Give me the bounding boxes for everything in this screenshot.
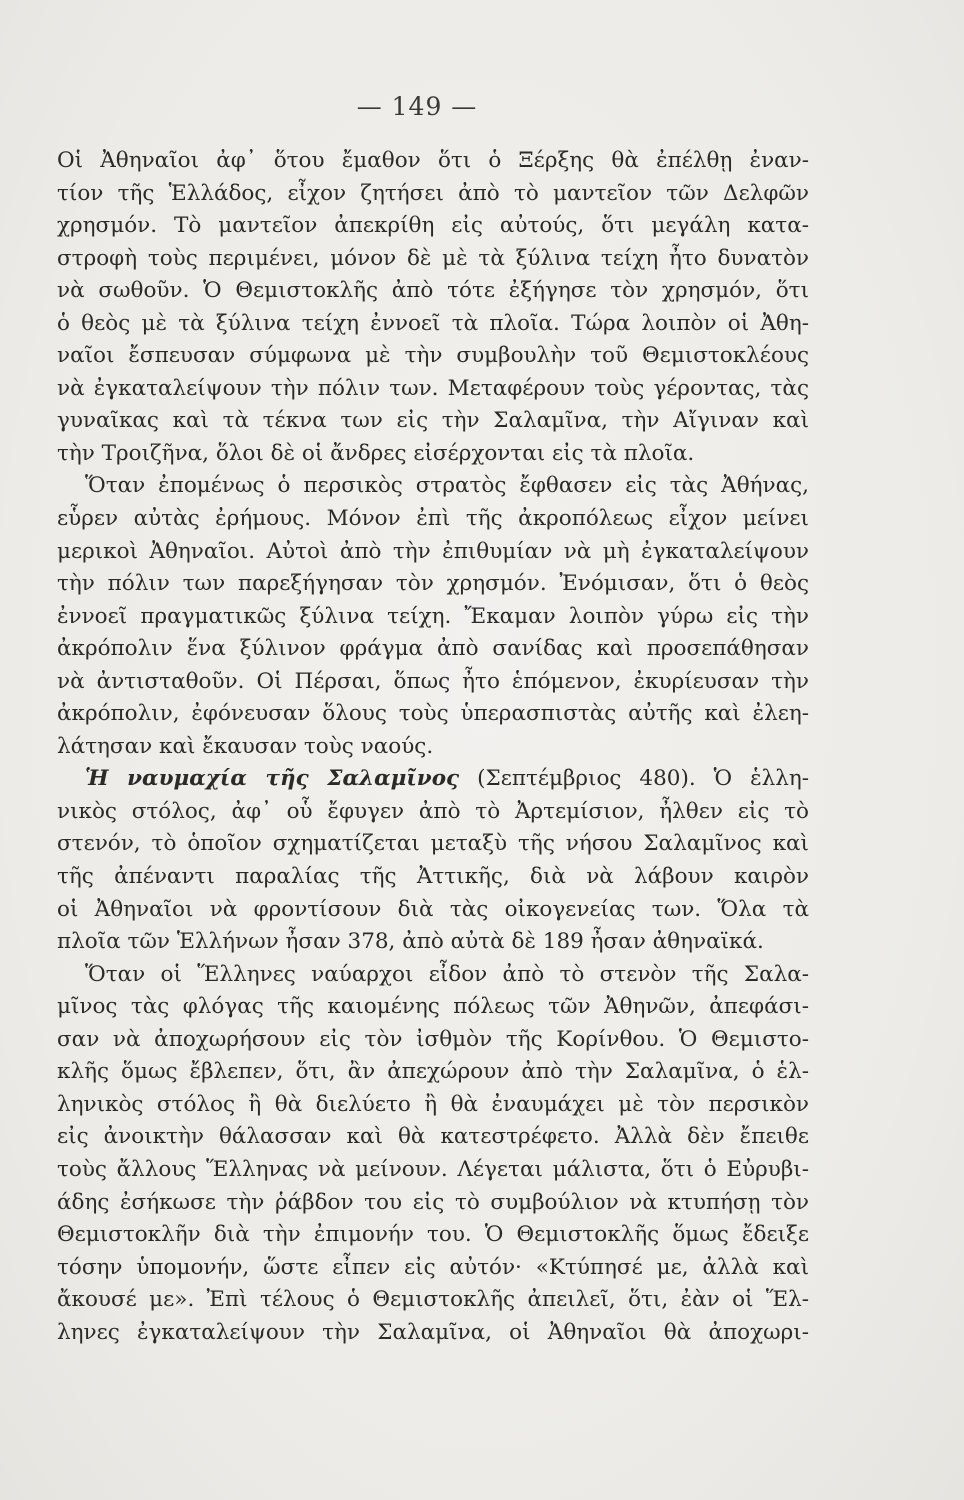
text-line [57,1284,809,1317]
line-text: σαν νὰ ἀποχωρήσουν εἰς τὸν ἰσθμὸν τῆς Κορίνθου. Ὁ Θεμιστο- [57,1026,809,1052]
line-text: μῖνος τὰς φλόγας τῆς καιομένης πόλεως τῶν Ἀθηνῶν, ἀπεφάσι- [57,994,809,1020]
text-line [57,1219,809,1252]
text-line [57,470,809,503]
line-text: ληνικὸς στόλος ἢ θὰ διελύετο ἢ θὰ ἐναυμάχει μὲ τὸν περσικὸν [57,1091,809,1117]
text-line [57,633,809,666]
line-text: νὰ σωθοῦν. Ὁ Θεμιστοκλῆς ἀπὸ τότε ἐξήγησε τὸν χρησμόν, ὅτι [57,278,809,304]
line-text: άδης ἐσήκωσε τὴν ῥάβδον του εἰς τὸ συμβούλιον νὰ κτυπήσῃ τὸν [57,1189,809,1215]
text-line [57,275,809,308]
text-line [57,1024,809,1057]
line-text: Οἱ Ἀθηναῖοι ἀφ᾽ ὅτου ἔμαθον ὅτι ὁ Ξέρξης θὰ ἐπέλθῃ ἐναν- [57,148,809,173]
text-line [57,243,809,276]
line-text: ναῖοι ἔσπευσαν σύμφωνα μὲ τὴν συμβουλὴν τοῦ Θεμιστοκλέους [57,343,809,369]
text-line [57,1187,809,1220]
line-text: Ὅταν ἐπομένως ὁ περσικὸς στρατὸς ἔφθασεν εἰς τὰς Ἀθήνας, [85,473,809,499]
text-line [57,308,809,341]
line-text: στροφὴ τοὺς περιμένει, μόνον δὲ μὲ τὰ ξύλινα τείχη ἦτο δυνατὸν [57,245,809,271]
text-line [57,1154,809,1187]
line-text: Ὅταν οἱ Ἕλληνες ναύαρχοι εἶδον ἀπὸ τὸ στενὸν τῆς Σαλα- [85,961,809,987]
text-line [57,1056,809,1089]
line-text: νικὸς στόλος, ἀφ᾽ οὗ ἔφυγεν ἀπὸ τὸ Ἀρτεμίσιον, ἦλθεν εἰς τὸ [57,798,809,824]
text-line [57,861,809,894]
line-text: κλῆς ὅμως ἔβλεπεν, ὅτι, ἂν ἀπεχώρουν ἀπὸ τὴν Σαλαμῖνα, ὁ ἑλ- [57,1059,809,1085]
line-text: ληνες ἐγκαταλείψουν τὴν Σαλαμῖνα, οἱ Ἀθηναῖοι θὰ ἀποχωρι- [57,1319,809,1345]
text-line [57,698,809,731]
line-text: (Σεπτέμβριος 480). Ὁ ἑλλη- [459,766,809,792]
text-line [57,991,809,1024]
line-text: νὰ ἀντισταθοῦν. Οἱ Πέρσαι, ὅπως ἦτο ἑπόμενον, ἐκυρίευσαν τὴν [57,668,809,694]
line-text: τὴν Τροιζῆνα, ὅλοι δὲ οἱ ἄνδρες εἰσέρχονται εἰς τὰ πλοῖα. [57,440,695,466]
text-line [57,666,809,699]
line-text: ἐννοεῖ πραγματικῶς ξύλινα τείχη. Ἔκαμαν λοιπὸν γύρω εἰς τὴν [57,603,809,629]
text-line [57,731,809,764]
body-text [57,145,809,1349]
line-text: στενόν, τὸ ὁποῖον σχηματίζεται μεταξὺ τῆς νήσου Σαλαμῖνος καὶ [57,831,809,857]
text-line [57,178,809,211]
text-line [57,1089,809,1122]
text-line [57,828,809,861]
line-text: ἄκουσέ με». Ἐπὶ τέλους ὁ Θεμιστοκλῆς ἀπειλεῖ, ὅτι, ἐὰν οἱ Ἕλ- [57,1287,809,1313]
line-text: τῆς ἀπέναντι παραλίας τῆς Ἀττικῆς, διὰ νὰ λάβουν καιρὸν [57,864,809,890]
line-text: οἱ Ἀθηναῖοι νὰ φροντίσουν διὰ τὰς οἰκογενείας των. Ὅλα τὰ [57,896,809,922]
line-text: ὁ θεὸς μὲ τὰ ξύλινα τείχη ἐννοεῖ τὰ πλοῖα. Τώρα λοιπὸν οἱ Ἀθη- [57,310,809,336]
section-heading: Ἡ ναυμαχία τῆς Σαλαμῖνος [85,766,460,792]
text-line [57,536,809,569]
line-text: Θεμιστοκλῆν διὰ τὴν ἐπιμονήν του. Ὁ Θεμιστοκλῆς ὅμως ἔδειξε [57,1222,809,1248]
line-text: ἀκρόπολιν, ἐφόνευσαν ὅλους τοὺς ὑπερασπιστὰς αὐτῆς καὶ ἐλεη- [57,701,809,727]
text-line [57,796,809,829]
line-text: εὗρεν αὐτὰς ἐρήμους. Μόνον ἐπὶ τῆς ἀκροπόλεως εἶχον μείνει [57,506,809,532]
line-text: τὴν πόλιν των παρεξήγησαν τὸν χρησμόν. Ἐνόμισαν, ὅτι ὁ θεὸς [57,571,809,597]
text-line [57,373,809,406]
line-text: μερικοὶ Ἀθηναῖοι. Αὐτοὶ ἀπὸ τὴν ἐπιθυμίαν νὰ μὴ ἐγκαταλείψουν [57,538,809,564]
line-text: χρησμόν. Τὸ μαντεῖον ἀπεκρίθη εἰς αὐτούς, ὅτι μεγάλη κατα- [57,213,809,239]
line-text: τόσην ὑπομονήν, ὥστε εἶπεν εἰς αὐτόν· «Κτύπησέ με, ἀλλὰ καὶ [57,1254,809,1280]
text-line [57,438,809,471]
line-text: ἀκρόπολιν ἕνα ξύλινον φράγμα ἀπὸ σανίδας καὶ προσεπάθησαν [57,636,809,662]
text-line [57,568,809,601]
text-line [57,405,809,438]
text-line [57,1317,809,1350]
text-line [57,145,809,178]
line-text: λάτησαν καὶ ἔκαυσαν τοὺς ναούς. [57,733,434,759]
page-number: — 149 — [356,92,478,121]
text-line [57,959,809,992]
line-text: εἰς ἀνοικτὴν θάλασσαν καὶ θὰ κατεστρέφετο. Ἀλλὰ δὲν ἔπειθε [57,1124,809,1150]
text-line [57,601,809,634]
line-text: τοὺς ἄλλους Ἕλληνας νὰ μείνουν. Λέγεται μάλιστα, ὅτι ὁ Εὐρυβι- [57,1156,809,1182]
text-line [57,926,809,959]
text-line [57,210,809,243]
text-line [57,1121,809,1154]
text-line [57,894,809,927]
text-line [57,503,809,536]
text-line [57,1252,809,1285]
line-text: νὰ ἐγκαταλείψουν τὴν πόλιν των. Μεταφέρουν τοὺς γέροντας, τὰς [57,375,809,401]
text-line [57,340,809,373]
line-text: τίον τῆς Ἑλλάδος, εἶχον ζητήσει ἀπὸ τὸ μαντεῖον τῶν Δελφῶν [57,180,809,206]
line-text: πλοῖα τῶν Ἑλλήνων ἦσαν 378, ἀπὸ αὐτὰ δὲ 189 ἦσαν ἀθηναϊκά. [57,929,764,955]
line-text: γυναῖκας καὶ τὰ τέκνα των εἰς τὴν Σαλαμῖνα, τὴν Αἴγιναν καὶ [57,408,809,434]
section-heading-line [57,763,809,796]
